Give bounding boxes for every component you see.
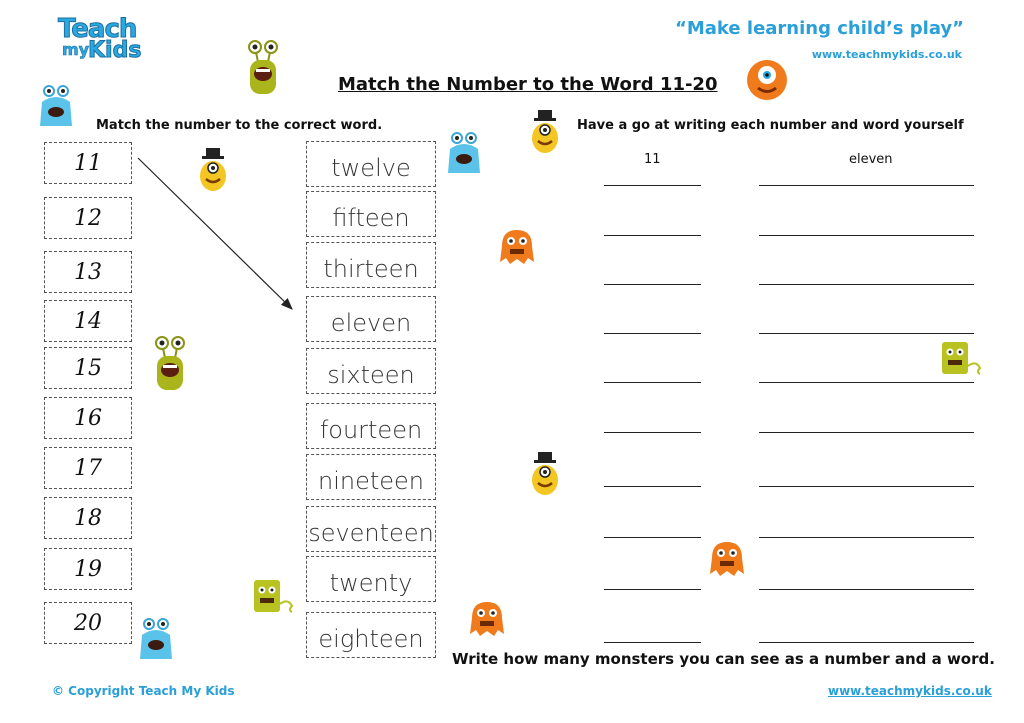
number-box-18: 18 <box>44 497 132 539</box>
orange-monster-icon <box>706 538 748 580</box>
number-box-15: 15 <box>44 347 132 389</box>
green-monster-icon <box>244 38 282 100</box>
number-writing-line <box>604 333 701 334</box>
word-box-seventeen: seventeen <box>306 506 436 552</box>
number-box-13: 13 <box>44 251 132 293</box>
yellow-hat-monster-icon <box>528 108 562 156</box>
word-box-thirteen: thirteen <box>306 242 436 288</box>
number-writing-line <box>604 589 701 590</box>
word-writing-line <box>759 589 974 590</box>
word-writing-line <box>759 537 974 538</box>
word-writing-line <box>759 235 974 236</box>
blue-monster-icon <box>38 84 74 130</box>
word-box-sixteen: sixteen <box>306 348 436 394</box>
footer-url-link[interactable]: www.teachmykids.co.uk <box>828 684 992 698</box>
number-writing-line <box>604 235 701 236</box>
word-box-twenty: twenty <box>306 556 436 602</box>
square-green-monster-icon <box>940 340 984 378</box>
word-box-fourteen: fourteen <box>306 403 436 449</box>
logo-text-my: my <box>62 40 90 59</box>
slogan: “Make learning child’s play” <box>675 18 964 39</box>
number-writing-line <box>604 642 701 643</box>
number-box-19: 19 <box>44 548 132 590</box>
number-box-14: 14 <box>44 300 132 342</box>
yellow-hat-monster-icon <box>528 450 562 498</box>
left-instruction: Match the number to the correct word. <box>96 118 383 133</box>
copyright-text: © Copyright Teach My Kids <box>52 684 235 698</box>
header-url: www.teachmykids.co.uk <box>811 48 962 61</box>
word-writing-line <box>759 284 974 285</box>
logo-text-teach: Teach <box>58 14 137 44</box>
word-writing-line <box>759 185 974 186</box>
number-writing-line <box>604 185 701 186</box>
number-box-11: 11 <box>44 142 132 184</box>
word-box-twelve: twelve <box>306 141 436 187</box>
square-green-monster-icon <box>252 578 296 616</box>
word-writing-line <box>759 486 974 487</box>
word-writing-line <box>759 432 974 433</box>
orange-monster-icon <box>496 226 538 268</box>
yellow-hat-monster-icon <box>196 146 230 194</box>
number-writing-line <box>604 382 701 383</box>
number-writing-line <box>604 284 701 285</box>
number-box-17: 17 <box>44 447 132 489</box>
word-box-nineteen: nineteen <box>306 454 436 500</box>
number-box-12: 12 <box>44 197 132 239</box>
word-box-eleven: eleven <box>306 296 436 342</box>
word-writing-line <box>759 382 974 383</box>
word-box-fifteen: fifteen <box>306 191 436 237</box>
right-instruction: Have a go at writing each number and word yourself <box>577 118 964 133</box>
orange-monster-icon <box>466 598 508 640</box>
orange-monster-icon <box>744 57 790 103</box>
word-box-eighteen: eighteen <box>306 612 436 658</box>
green-monster-icon <box>152 334 188 396</box>
example-number: 11 <box>644 152 661 167</box>
word-writing-line <box>759 642 974 643</box>
word-writing-line <box>759 333 974 334</box>
number-box-20: 20 <box>44 602 132 644</box>
logo-text-kids: Kids <box>88 38 142 63</box>
example-word: eleven <box>849 152 893 167</box>
number-writing-line <box>604 537 701 538</box>
worksheet-title: Match the Number to the Word 11-20 <box>338 74 718 95</box>
number-box-16: 16 <box>44 397 132 439</box>
blue-monster-icon <box>446 131 482 177</box>
bottom-instruction: Write how many monsters you can see as a number and a word. <box>452 650 995 668</box>
number-writing-line <box>604 432 701 433</box>
number-writing-line <box>604 486 701 487</box>
blue-monster-icon <box>138 617 174 663</box>
